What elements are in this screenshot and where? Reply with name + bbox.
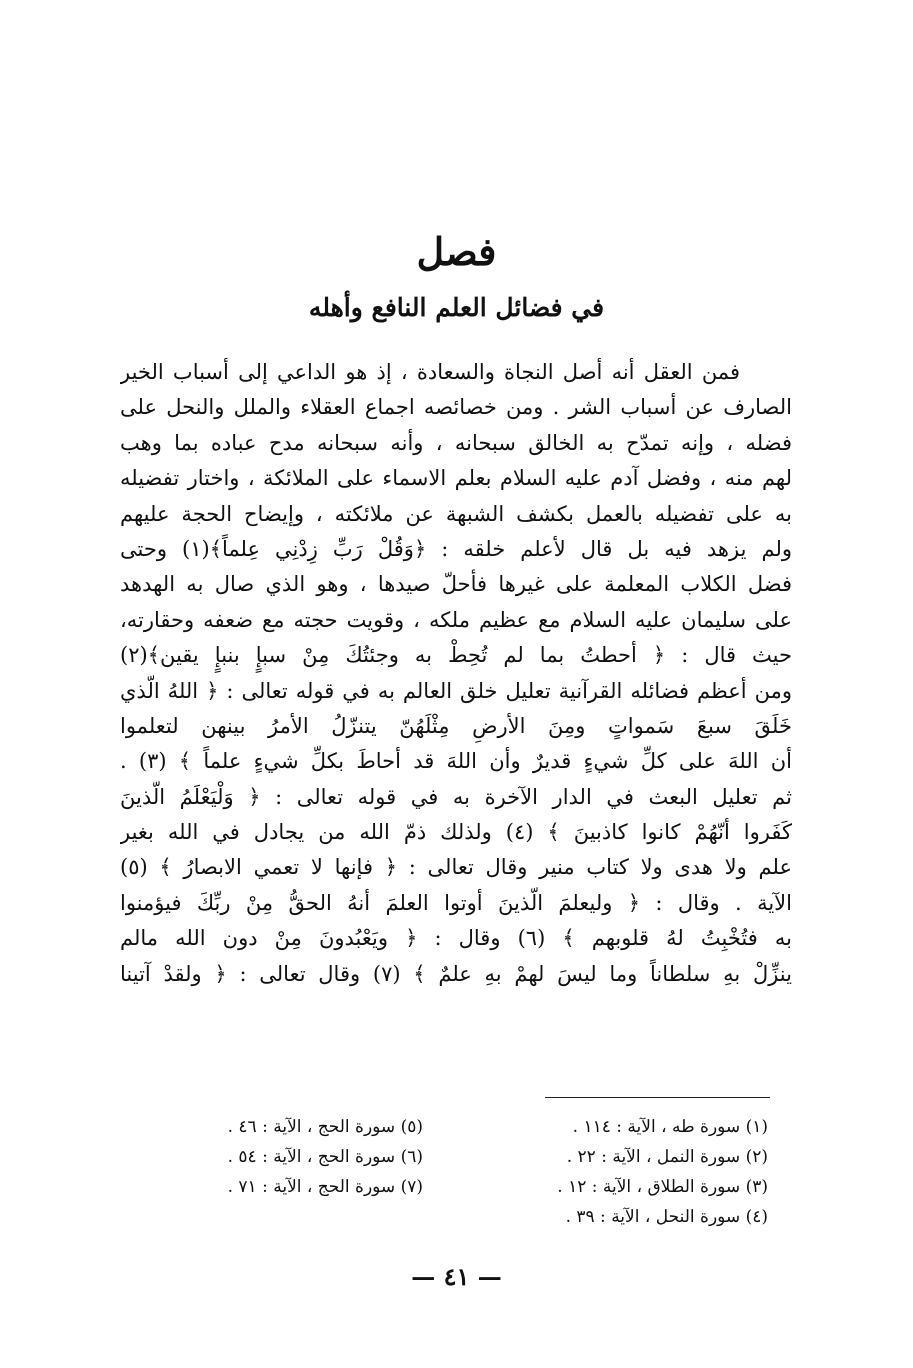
body-line: علم ولا هدى ولا كتاب منير وقال تعالى : ﴿ فإنها لا تعمي الابصارُ ﴾ (٥) — [120, 855, 792, 880]
body-line: كَفَروا أنّهُمْ كانوا كاذبينَ ﴾ (٤) ولذلك ذمّ الله من يجادل في الله بغير — [120, 820, 792, 845]
body-line: ولم يزهد فيه بل قال لأعلم خلقه : ﴿وَقُلْ رَبِّ زِدْنِي عِلماً﴾(١) وحتى — [120, 536, 792, 561]
body-line: حيث قال : ﴿ أحطتُ بما لم تُحِطْ به وجئتُكَ مِنْ سبإٍ بنبإٍ يقين﴾(٢) — [120, 643, 792, 668]
body-line: ينزِّلْ بهِ سلطاناً وما ليسَ لهمْ بهِ علمٌ ﴾ (٧) وقال تعالى : ﴿ ولقدْ آتينا — [120, 961, 792, 986]
footnote: (٣) سورة الطلاق ، الآية : ١٢ . — [557, 1177, 768, 1197]
footnote: (٢) سورة النمل ، الآية : ٢٢ . — [566, 1147, 768, 1167]
body-line: ومن أعظم فضائله القرآنية تعليل خلق العالم به في قوله تعالى : ﴿ اللهُ الّذي — [120, 678, 792, 703]
body-line: على سليمان عليه السلام مع عظيم ملكه ، وقويت حجته مع ضعفه وحقارته، — [120, 607, 792, 632]
body-line: لهم منه ، وفضل آدم عليه السلام بعلم الاسماء على الملائكة ، واختار تفضيله — [120, 466, 792, 491]
footnotes-left-column — [163, 1112, 423, 1202]
footnote: (١) سورة طه ، الآية : ١١٤ . — [572, 1117, 768, 1137]
footnotes-right-column — [508, 1112, 768, 1232]
body-line: فضله ، وإنه تمدّح به الخالق سبحانه ، وأنه سبحانه مدح عباده بما وهب — [120, 430, 792, 455]
page-number: — ٤١ — — [411, 1262, 502, 1291]
footnote: (٦) سورة الحج ، الآية : ٥٤ . — [227, 1147, 423, 1167]
body-line: به على تفضيله بالعمل بكشف الشبهة عن ملائكته ، وإيضاح الحجة عليهم — [120, 501, 792, 526]
body-line: فضل الكلاب المعلمة على غيرها فأحلّ صيدها ، وهو الذي صال به الهدهد — [120, 572, 792, 597]
body-line: أن اللهَ على كلِّ شيءٍ قديرٌ وأن اللهَ قد أحاطَ بكلِّ شيءٍ علماً ﴾ (٣) . — [120, 749, 792, 774]
footnote: (٤) سورة النحل ، الآية : ٣٩ . — [565, 1207, 768, 1227]
body-line: به فتُخْبِتُ لهُ قلوبهم ﴾ (٦) وقال : ﴿ ويَعْبُدونَ مِنْ دون الله مالم — [120, 926, 792, 951]
body-line: ثم تعليل البعث في الدار الآخرة به في قوله تعالى : ﴿ وَلْيَعْلَمُ الّذينَ — [120, 784, 792, 809]
body-paragraph — [120, 355, 792, 992]
footnote-divider — [545, 1097, 770, 1098]
body-line: الآية . وقال : ﴿ وليعلمَ الّذينَ أوتوا العلمَ أنهُ الحقُّ مِنْ ربِّكَ فيؤمنوا — [120, 890, 792, 915]
chapter-title: فصل — [416, 229, 497, 274]
footnote: (٧) سورة الحج ، الآية : ٧١ . — [227, 1177, 423, 1197]
body-line: خَلَقَ سبعَ سَمواتٍ ومِنَ الأرضِ مِثْلَهُنّ يتنزّلُ الأمرُ بينهن لتعلموا — [120, 713, 792, 738]
footnote: (٥) سورة الحج ، الآية : ٤٦ . — [227, 1117, 423, 1137]
body-line: الصارف عن أسباب الشر . ومن خصائصه اجماع العقلاء والملل والنحل على — [120, 395, 792, 420]
body-line: فمن العقل أنه أصل النجاة والسعادة ، إذ هو الداعي إلى أسباب الخير — [120, 360, 740, 384]
chapter-subtitle: في فضائل العلم النافع وأهله — [308, 293, 605, 322]
